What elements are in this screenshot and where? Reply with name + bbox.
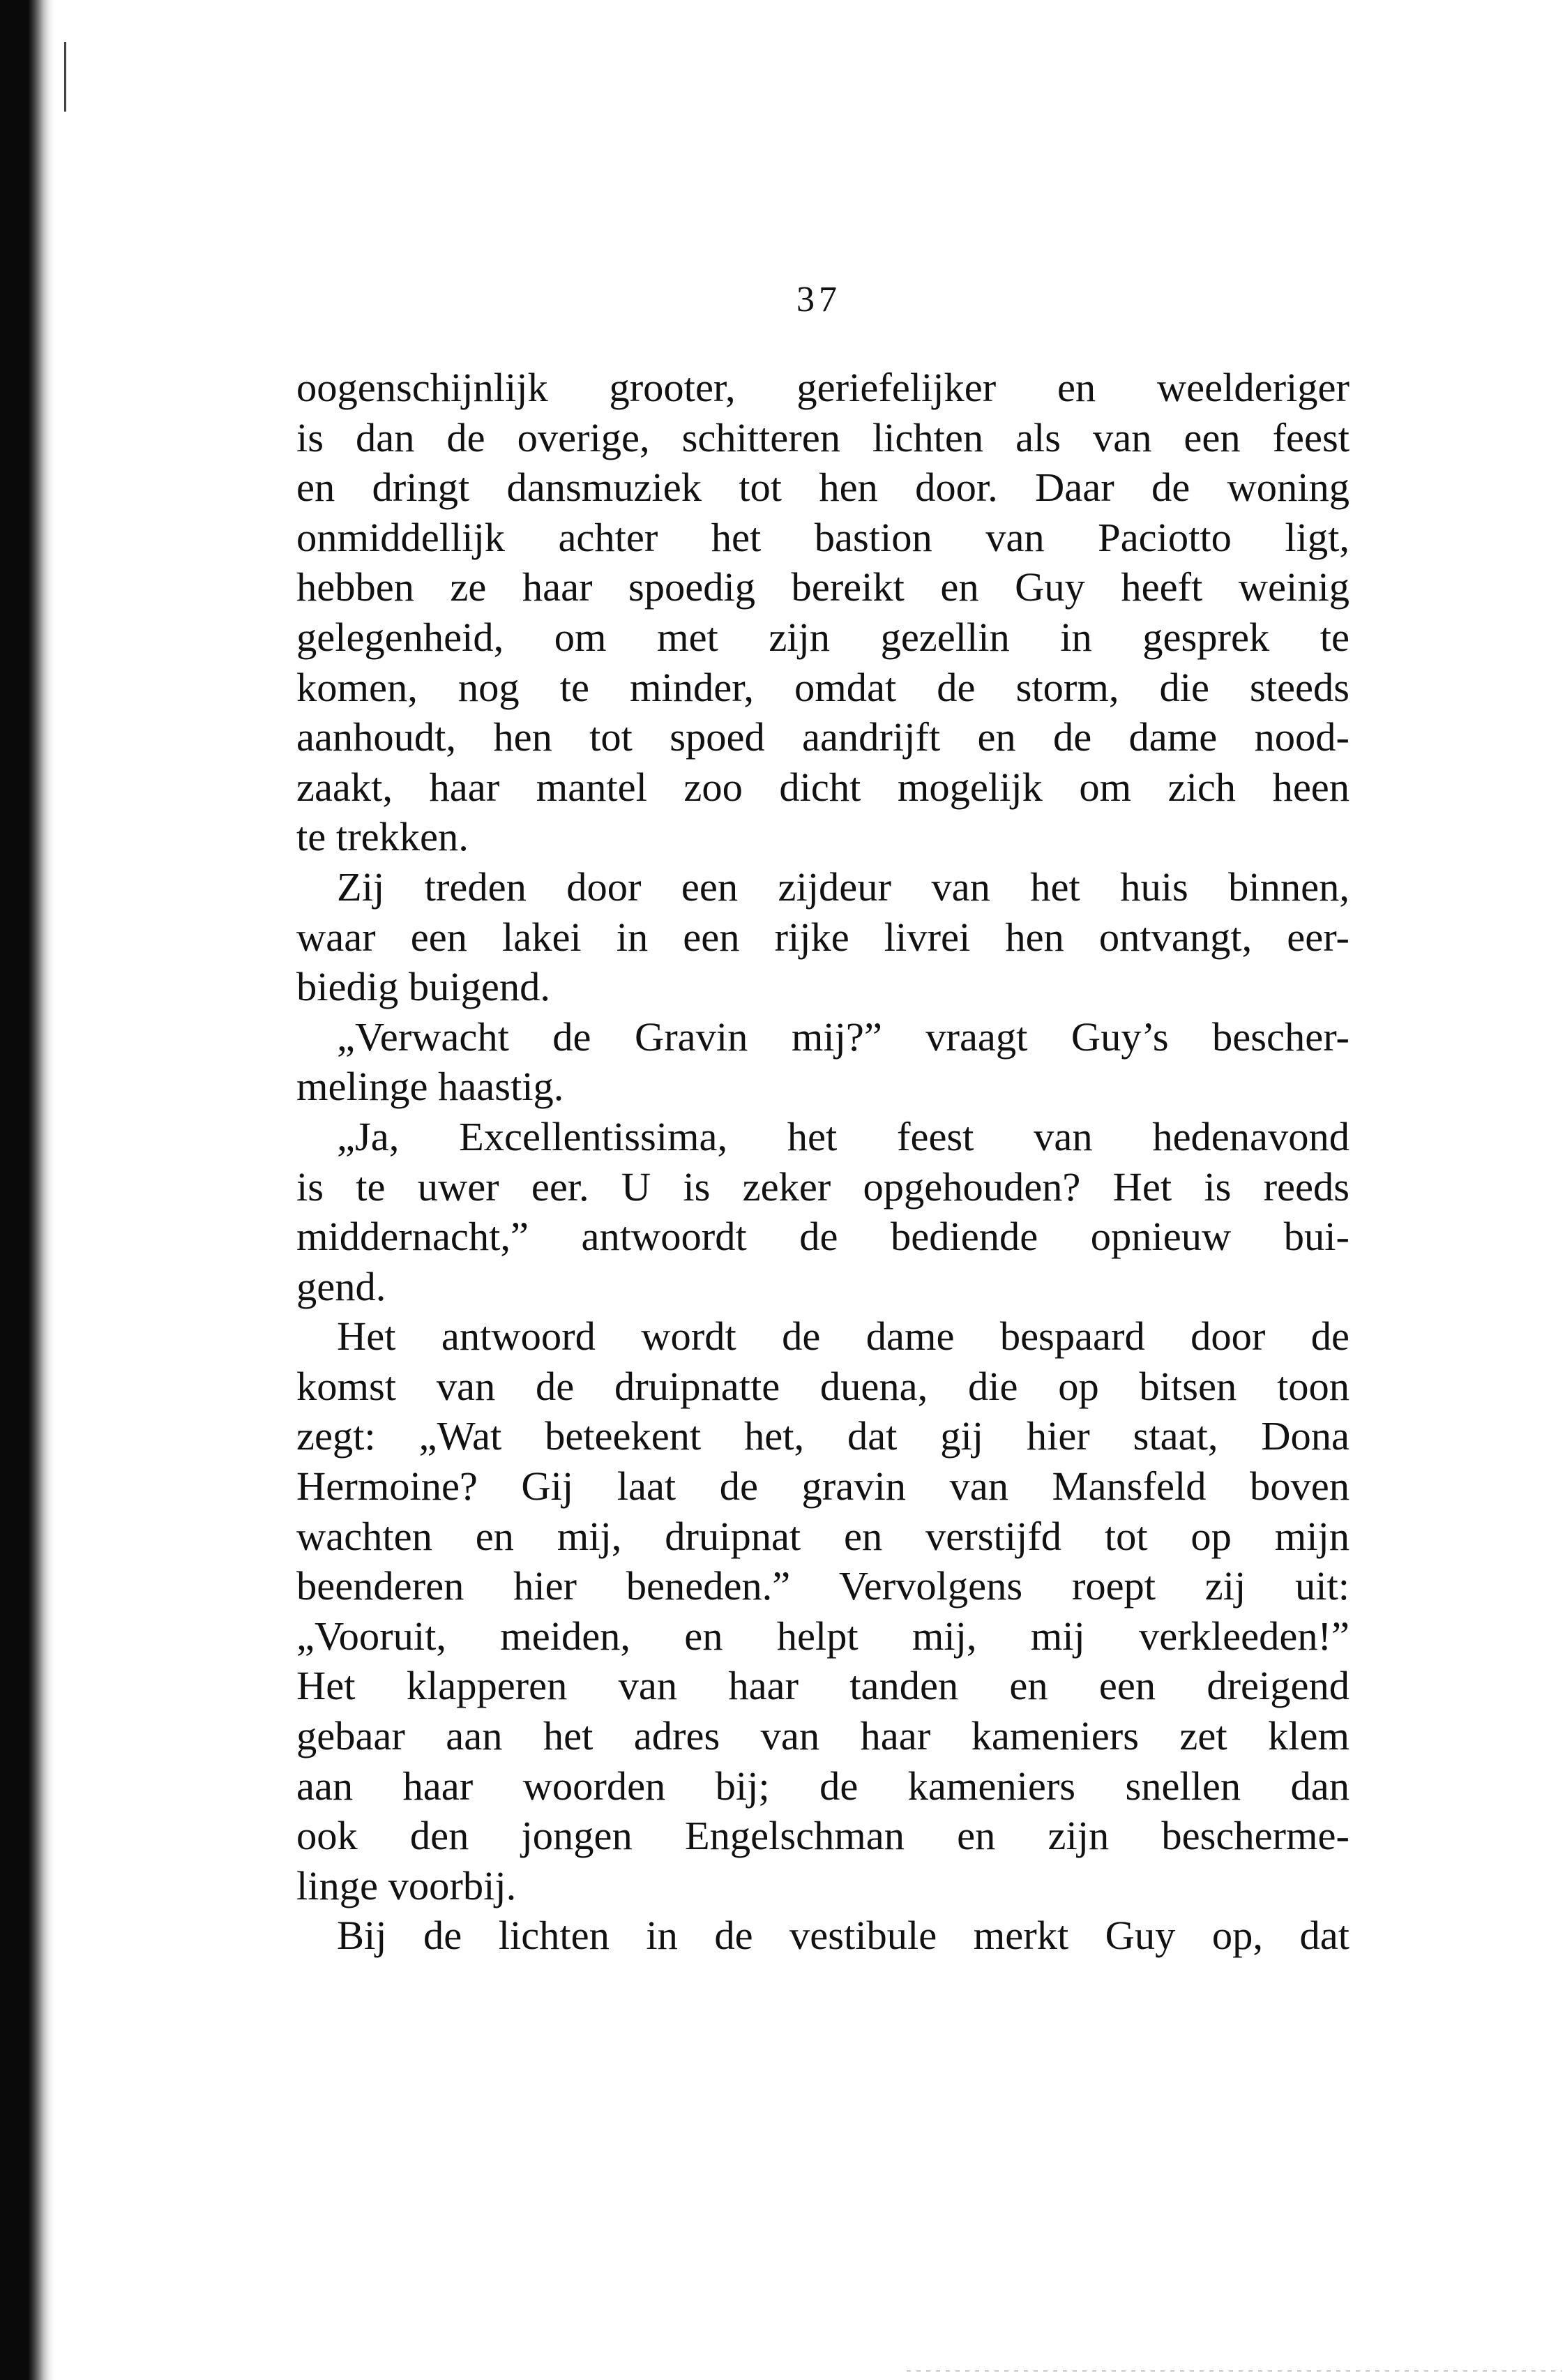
text-line: Bij de lichten in de vestibule merkt Guy op, dat (337, 1913, 1349, 1959)
text-line: komst van de druipnatte duena, die op bitsen toon (296, 1363, 1349, 1409)
paragraph-4 (296, 1112, 1349, 1311)
text-line: wachten en mij, druipnat en verstijfd tot op mijn (296, 1513, 1349, 1559)
text-line: biedig buigend. (296, 964, 550, 1010)
paragraph-3 (296, 1012, 1349, 1112)
text-line: „Ja, Excellentissima, het feest van hedenavond (337, 1113, 1349, 1159)
page-binding-edge (0, 0, 54, 2380)
text-line: oogenschijnlijk grooter, geriefelijker en weelderiger (296, 365, 1349, 410)
text-line: beenderen hier beneden.” Vervolgens roept zij uit: (296, 1563, 1349, 1609)
text-line: zegt: „Wat beteekent het, dat gij hier staat, Dona (296, 1413, 1349, 1459)
text-line: waar een lakei in een rijke livrei hen ontvangt, eer- (296, 914, 1349, 960)
text-line: gend. (296, 1263, 386, 1309)
text-line: aan haar woorden bij; de kameniers snellen dan (296, 1763, 1349, 1809)
text-line: melinge haastig. (296, 1064, 564, 1110)
text-line: aanhoudt, hen tot spoed aandrijft en de dame nood- (296, 714, 1349, 760)
page-number: 37 (796, 280, 841, 319)
paragraph-5 (296, 1311, 1349, 1911)
text-line: zaakt, haar mantel zoo dicht mogelijk om zich heen (296, 764, 1349, 810)
text-line: linge voorbij. (296, 1862, 517, 1908)
body-text (296, 363, 1349, 1961)
text-line: Zij treden door een zijdeur van het huis binnen, (337, 864, 1349, 910)
text-line: „Verwacht de Gravin mij?” vraagt Guy’s bescher- (337, 1014, 1349, 1060)
text-line: hebben ze haar spoedig bereikt en Guy heeft weinig (296, 564, 1349, 610)
text-line: Hermoine? Gij laat de gravin van Mansfeld boven (296, 1463, 1349, 1509)
text-line: gebaar aan het adres van haar kameniers zet klem (296, 1713, 1349, 1759)
text-line: gelegenheid, om met zijn gezellin in gesprek te (296, 614, 1349, 660)
text-line: is dan de overige, schitteren lichten als van een feest (296, 414, 1349, 460)
text-line: ook den jongen Engelschman en zijn bescherme- (296, 1813, 1349, 1859)
text-line: te trekken. (296, 814, 469, 860)
text-line: Het antwoord wordt de dame bespaard door de (337, 1313, 1349, 1360)
text-line: „Vooruit, meiden, en helpt mij, mij verkleeden!” (296, 1613, 1349, 1659)
text-line: en dringt dansmuziek tot hen door. Daar de woning (296, 465, 1349, 511)
paragraph-2 (296, 862, 1349, 1012)
paragraph-6 (296, 1911, 1349, 1961)
text-line: middernacht,” antwoordt de bediende opnieuw bui- (296, 1214, 1349, 1260)
text-line: is te uwer eer. U is zeker opgehouden? Het is reeds (296, 1163, 1349, 1210)
text-line: onmiddellijk achter het bastion van Paciotto ligt, (296, 514, 1349, 560)
scan-artifact-divider (907, 2370, 1562, 2372)
text-line: Het klapperen van haar tanden en een dreigend (296, 1663, 1349, 1709)
text-line: komen, nog te minder, omdat de storm, die steeds (296, 664, 1349, 710)
paragraph-1 (296, 363, 1349, 862)
